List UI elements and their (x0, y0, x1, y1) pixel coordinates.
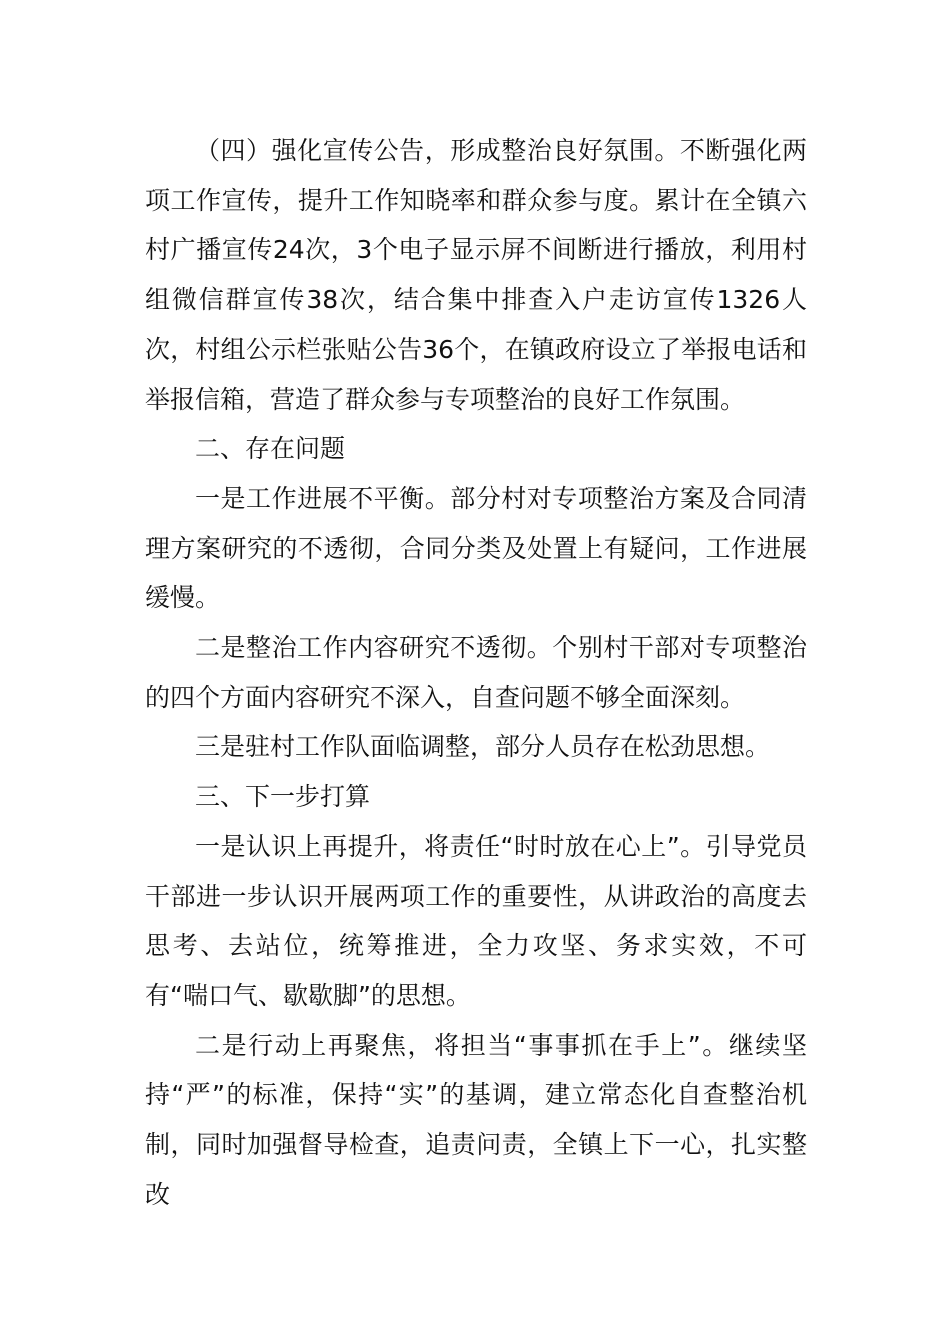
paragraph-problem-2: 二是整治工作内容研究不透彻。个别村干部对专项整治的四个方面内容研究不深入，自查问题不够全面深刻。 (145, 633, 807, 712)
heading-next-steps: 三、下一步打算 (195, 782, 371, 812)
paragraph-problem-3: 三是驻村工作队面临调整，部分人员存在松劲思想。 (195, 732, 771, 762)
heading-existing-problems: 二、存在问题 (195, 434, 346, 464)
paragraph-plan-1: 一是认识上再提升，将责任“时时放在心上”。引导党员干部进一步认识开展两项工作的重要性，从讲政治的高度去思考、去站位，统筹推进，全力攻坚、务求实效，不可有“喘口气、歇歇脚”的思想。 (145, 831, 807, 1010)
paragraph-problem-1: 一是工作进展不平衡。部分村对专项整治方案及合同清理方案研究的不透彻，合同分类及处置上有疑问，工作进展缓慢。 (145, 483, 807, 613)
paragraph-publicity: （四）强化宣传公告，形成整治良好氛围。不断强化两项工作宣传，提升工作知晓率和群众参与度。累计在全镇六村广播宣传24次，3个电子显示屏不间断进行播放，利用村组微信群宣传38次，结合集中排查入户走访宣传1326人次，村组公示栏张贴公告36个，在镇政府设立了举报电话和举报信箱，营造了群众参与专项整治的良好工作氛围。 (145, 136, 807, 414)
document-body (145, 126, 807, 1219)
paragraph-plan-2: 二是行动上再聚焦，将担当“事事抓在手上”。继续坚持“严”的标准，保持“实”的基调，建立常态化自查整治机制，同时加强督导检查，追责问责，全镇上下一心，扎实整改 (145, 1030, 807, 1209)
